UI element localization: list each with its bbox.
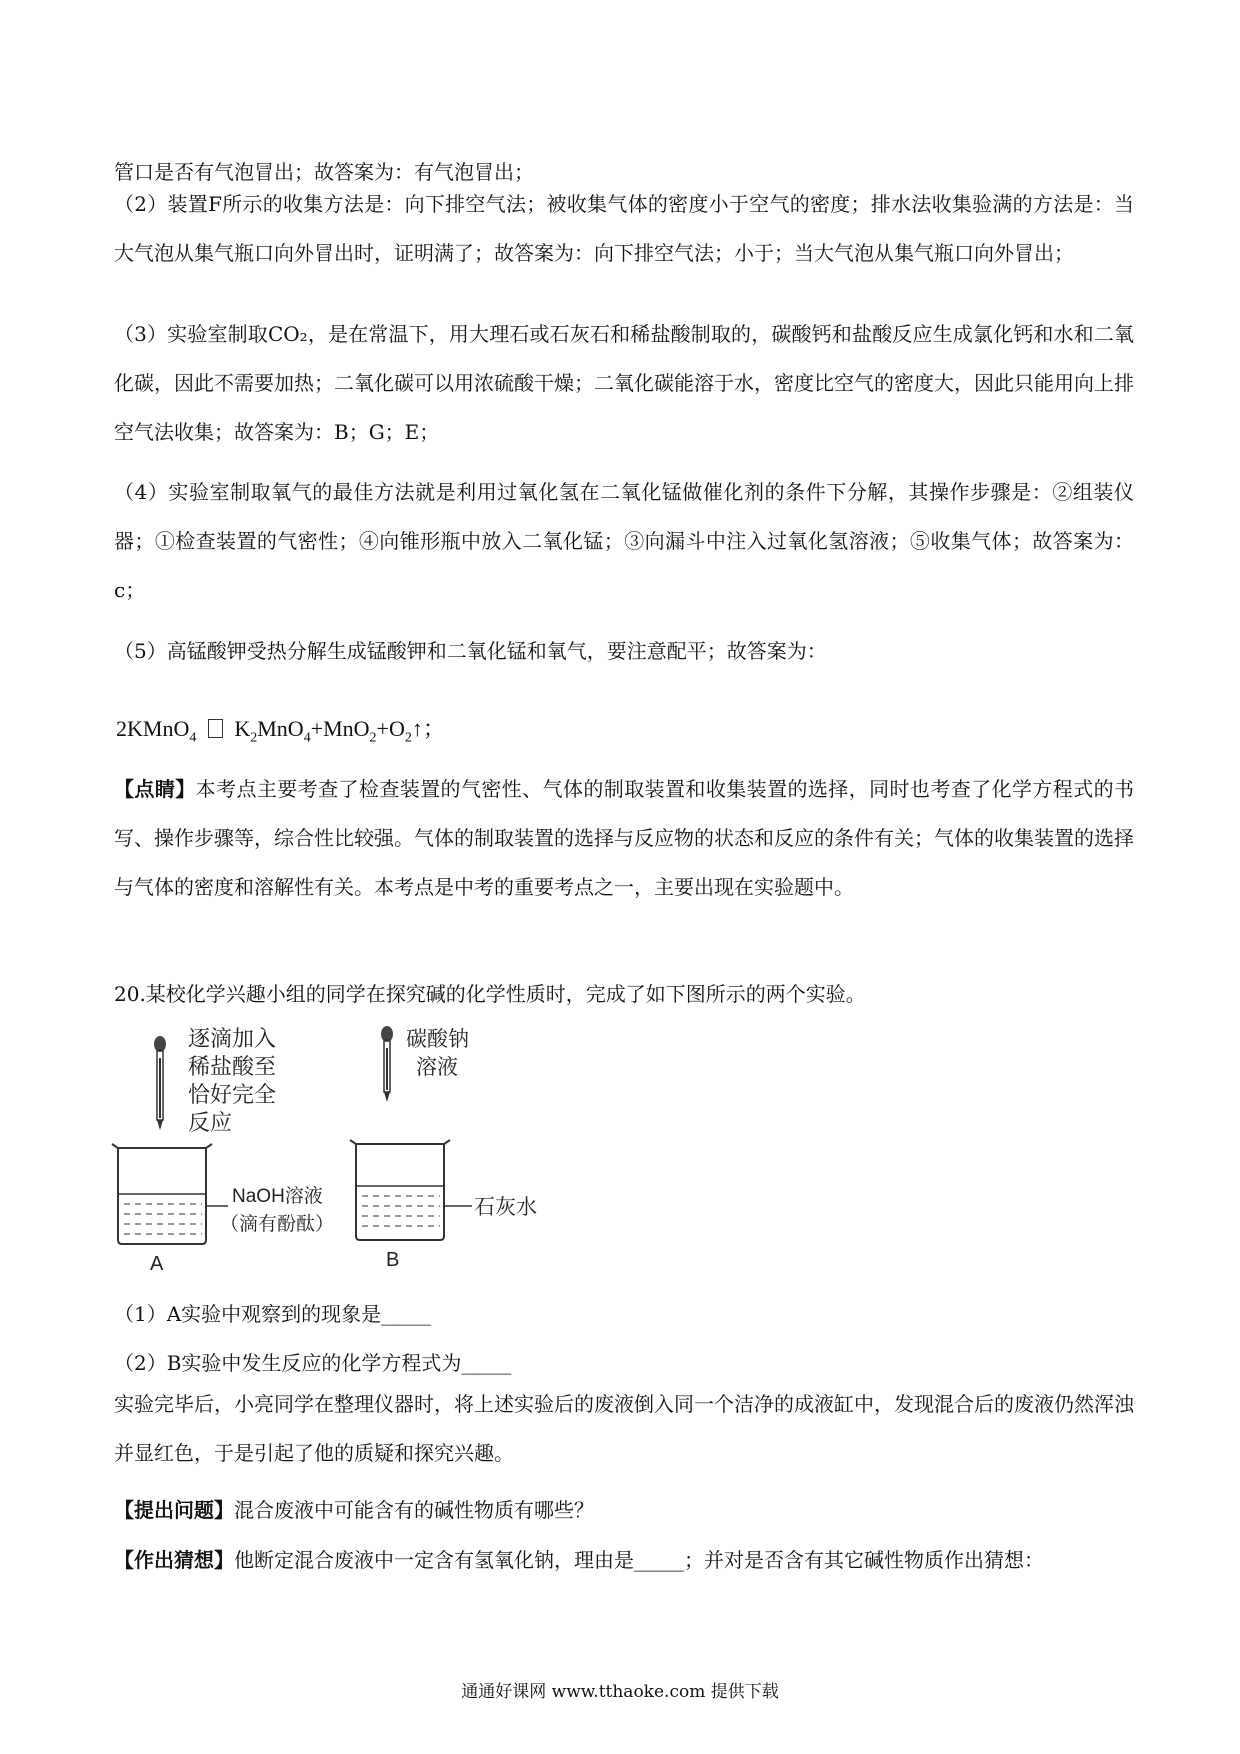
answer-part-3: （3）实验室制取CO₂，是在常温下，用大理石或石灰石和稀盐酸制取的，碳酸钙和盐酸反应生成氯化钙和水和二氧化碳，因此不需要加热；二氧化碳可以用浓硫酸干燥；二氧化碳能溶于水，密度比空气的密度大，因此只能用向上排空气法收集；故答案为：B；G；E； (114, 322, 1134, 444)
comment-block (114, 765, 1134, 912)
question-stem: 20.某校化学兴趣小组的同学在探究碱的化学性质时，完成了如下图所示的两个实验。 (114, 982, 866, 1006)
comment-tag: 【点睛】 (114, 777, 196, 801)
experiment-figure (110, 1018, 580, 1276)
b-drop-label-1: 碳酸钠 (406, 1028, 469, 1051)
answer-part-4: （4）实验室制取氧气的最佳方法就是利用过氧化氢在二氧化锰做催化剂的条件下分解，其操作步骤是：②组装仪器；①检查装置的气密性；④向锥形瓶中放入二氧化锰；③向漏斗中注入过氧化氢溶液；⑤收集气体；故答案为：c； (114, 480, 1134, 602)
dropper-a-icon (154, 1036, 166, 1130)
unrendered-glyph-box (208, 719, 223, 738)
comment-text: 本考点主要考查了检查装置的气密性、气体的制取装置和收集装置的选择，同时也考查了化学方程式的书写、操作步骤等，综合性比较强。气体的制取装置的选择与反应物的状态和反应的条件有关；气体的收集装置的选择与气体的密度和溶解性有关。本考点是中考的重要考点之一，主要出现在实验题中。 (114, 777, 1135, 899)
dropper-b-icon (381, 1026, 393, 1102)
beaker-b-icon (350, 1140, 472, 1240)
page-footer: 通通好课网 www.tthaoke.com 提供下载 (461, 1682, 779, 1702)
a-drop-label-3: 恰好完全 (188, 1082, 277, 1107)
answer-part-5: （5）高锰酸钾受热分解生成锰酸钾和二氧化锰和氧气，要注意配平；故答案为： (114, 639, 827, 663)
experiment-description: 实验完毕后，小亮同学在整理仪器时，将上述实验后的废液倒入同一个洁净的成液缸中，发现混合后的废液仍然浑浊并显红色，于是引起了他的质疑和探究兴趣。 (114, 1392, 1134, 1465)
answer-part-2: （2）装置F所示的收集方法是：向下排空气法；被收集气体的密度小于空气的密度；排水法收集验满的方法是：当大气泡从集气瓶口向外冒出时，证明满了；故答案为：向下排空气法；小于；当大气泡从集气瓶口向外冒出； (114, 192, 1134, 265)
sub-question-2: （2）B实验中发生反应的化学方程式为_____ (114, 1351, 512, 1375)
a-drop-label-1: 逐滴加入 (188, 1026, 277, 1051)
beaker-a-label: A (150, 1253, 164, 1275)
b-drop-label-2: 溶液 (416, 1056, 458, 1079)
beaker-b-label: B (386, 1249, 400, 1271)
a-solution-label-2: （滴有酚酞） (220, 1214, 335, 1235)
problem-tag: 【提出问题】 (114, 1498, 234, 1522)
sub-question-1: （1）A实验中观察到的现象是_____ (114, 1302, 432, 1326)
chemical-equation: 2KMnO$_4$ $K_2MnO_4+MnO_2+O_2↑$； (116, 716, 445, 746)
a-drop-label-4: 反应 (188, 1110, 233, 1135)
hypothesis-statement (114, 1544, 1044, 1573)
b-solution-label: 石灰水 (474, 1196, 537, 1219)
a-drop-label-2: 稀盐酸至 (188, 1054, 277, 1079)
hypothesis-tag: 【作出猜想】 (114, 1548, 234, 1572)
a-solution-label-1: NaOH溶液 (232, 1186, 323, 1207)
hypothesis-text: 他断定混合废液中一定含有氢氧化钠，理由是_____；并对是否含有其它碱性物质作出猜想： (234, 1548, 1044, 1572)
answer-line-1: 管口是否有气泡冒出；故答案为：有气泡冒出； (114, 160, 534, 184)
problem-statement (114, 1494, 594, 1523)
problem-text: 混合废液中可能含有的碱性物质有哪些？ (234, 1498, 594, 1522)
beaker-a-icon (112, 1144, 228, 1244)
